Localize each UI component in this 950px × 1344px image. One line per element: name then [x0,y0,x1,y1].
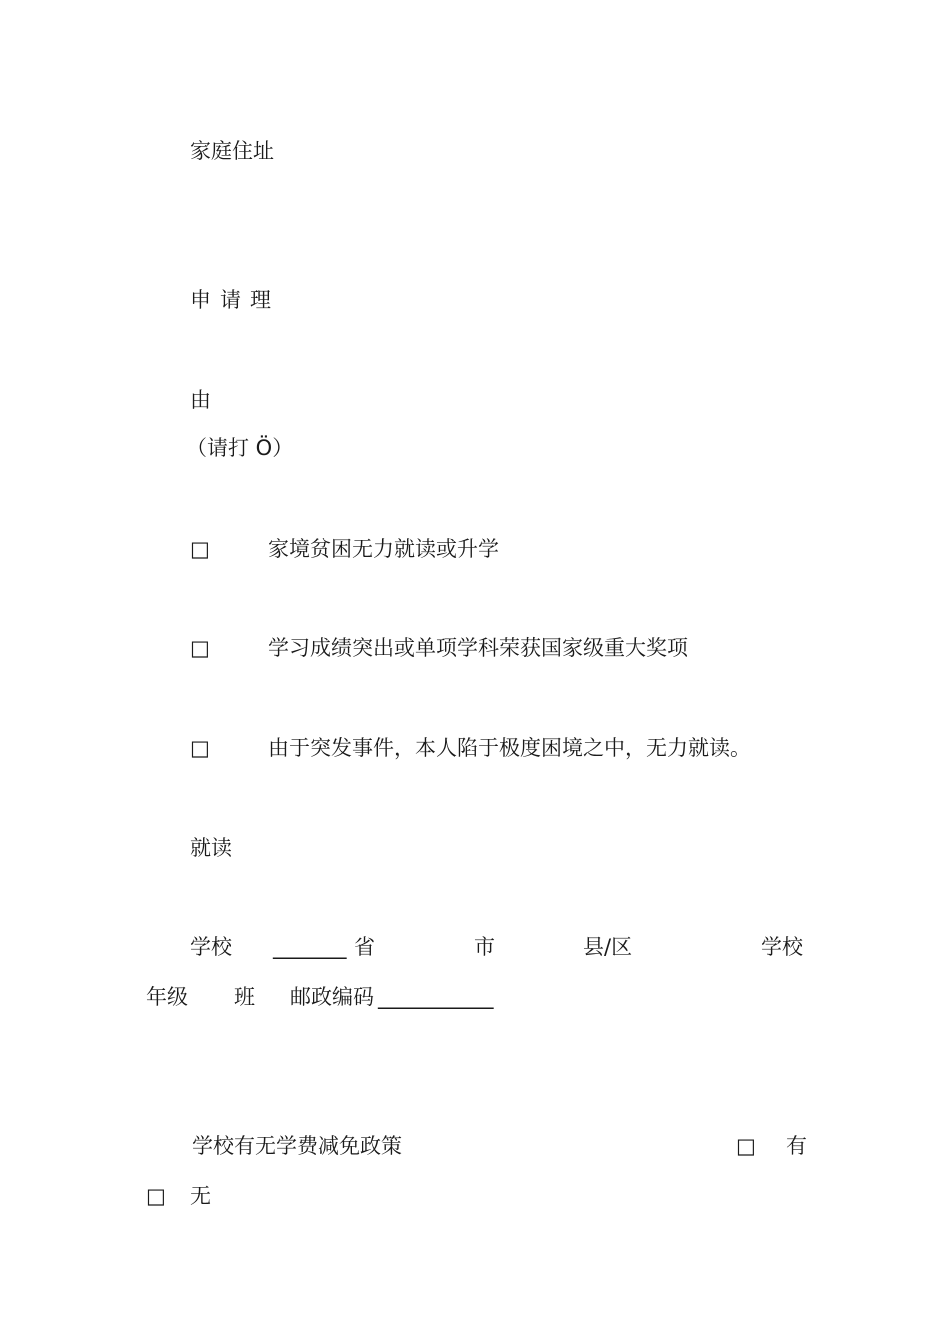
province-label: 省 [354,935,375,959]
school-name-label: 学校 [761,935,803,959]
reason-option-3: 由于突发事件，本人陷于极度困境之中，无力就读。 [268,736,751,760]
postcode-blank[interactable]: ___________ [378,985,494,1009]
tuition-policy-question: 学校有无学费减免政策 [192,1134,402,1158]
reason-option-1: 家境贫困无力就读或升学 [268,537,499,561]
reason-label-line-1: 申请理 [190,288,280,312]
policy-yes-label: 有 [786,1134,807,1158]
school-prefix: 学校 [190,935,232,959]
reason-checkbox-3[interactable]: □ [190,736,210,760]
class-label: 班 [234,985,255,1009]
reason-checkbox-2[interactable]: □ [190,636,210,660]
home-address-label: 家庭住址 [190,139,274,163]
reason-option-2: 学习成绩突出或单项学科荣获国家级重大奖项 [268,636,688,660]
city-label: 市 [474,935,495,959]
reason-hint: （请打 Ö） [186,436,294,460]
school-label: 就读 [190,836,232,860]
postcode-label: 邮政编码 [290,985,374,1009]
reason-label-line-2: 由 [190,388,211,412]
grade-label: 年级 [146,985,188,1009]
policy-no-checkbox[interactable]: □ [146,1184,166,1208]
reason-checkbox-1[interactable]: □ [190,537,210,561]
province-blank[interactable]: _______ [273,935,347,959]
policy-no-label: 无 [190,1184,211,1208]
policy-yes-checkbox[interactable]: □ [736,1134,756,1158]
county-label: 县/区 [583,935,633,959]
